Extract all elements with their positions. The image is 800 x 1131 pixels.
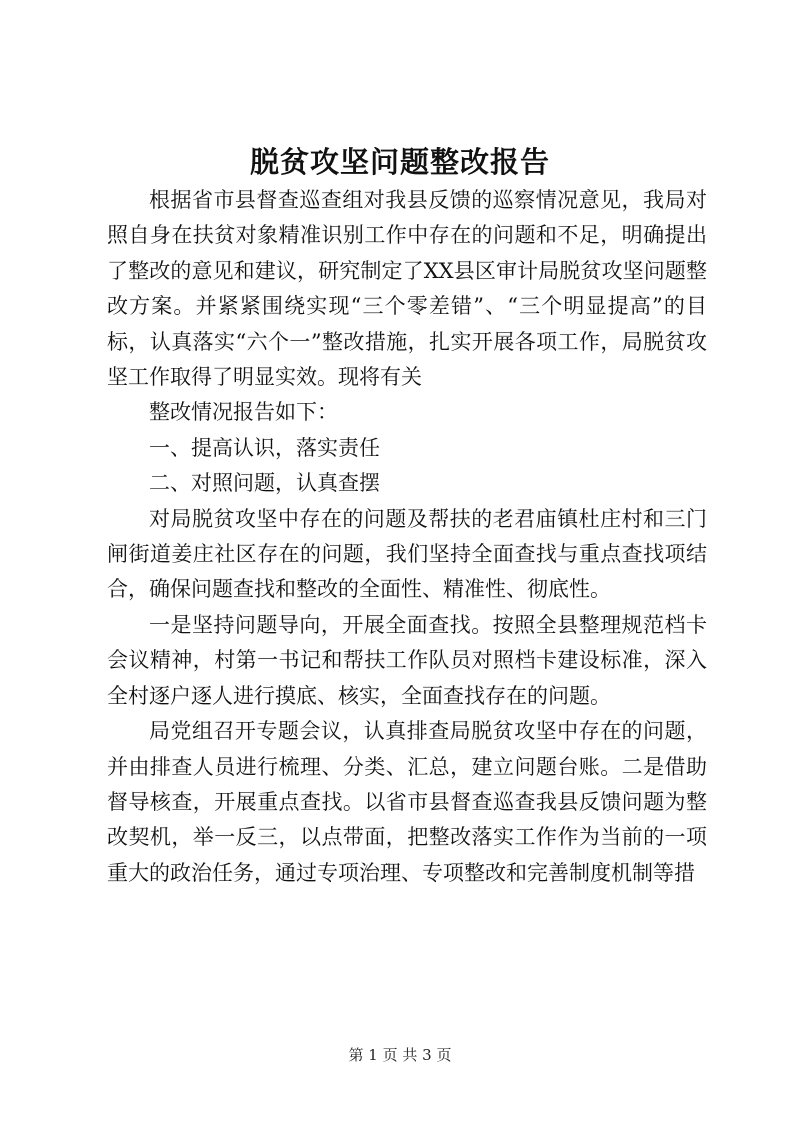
section-heading: 一、提高认识，落实责任: [149, 435, 380, 460]
document-title: 脱贫攻坚问题整改报告: [249, 145, 550, 179]
paragraph: 对局脱贫攻坚中存在的问题及帮扶的老君庙镇杜庄村和三门闸街道姜庄社区存在的问题，我们坚持全面查找与重点查找项结合，确保问题查找和整改的全面性、精准性、彻底性。: [107, 506, 707, 602]
page-number: 第 1 页 共 3 页: [348, 1046, 452, 1064]
document-body: [107, 183, 707, 891]
paragraph: 根据省市县督查巡查组对我县反馈的巡察情况意见，我局对照自身在扶贫对象精准识别工作中存在的问题和不足，明确提出了整改的意见和建议，研究制定了XX县区审计局脱贫攻坚问题整改方案。并紧紧围绕实现“三个零差错”、“三个明显提高”的目标，认真落实“六个一”整改措施，扎实开展各项工作，局脱贫攻坚工作取得了明显实效。现将有关: [107, 188, 707, 390]
paragraph: 一是坚持问题导向，开展全面查找。按照全县整理规范档卡会议精神，村第一书记和帮扶工作队员对照档卡建设标准，深入全村逐户逐人进行摸底、核实，全面查找存在的问题。: [107, 612, 707, 708]
section-heading: 二、对照问题，认真查摆: [149, 471, 380, 496]
paragraph: 整改情况报告如下：: [149, 400, 338, 425]
paragraph: 局党组召开专题会议，认真排查局脱贫攻坚中存在的问题，并由排查人员进行梳理、分类、汇总，建立问题台账。二是借助督导核查，开展重点查找。以省市县督查巡查我县反馈问题为整改契机，举一反三，以点带面，把整改落实工作作为当前的一项重大的政治任务，通过专项治理、专项整改和完善制度机制等措: [107, 719, 707, 885]
